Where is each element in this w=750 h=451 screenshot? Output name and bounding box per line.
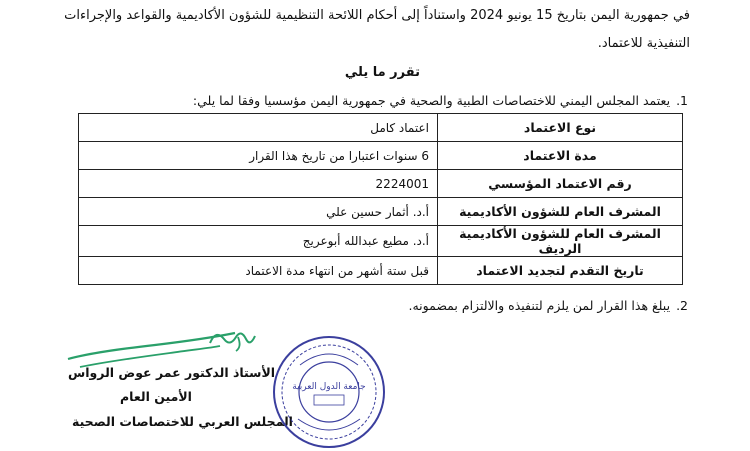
row-value: أ.د. مطيع عبدالله أبوعريج (79, 226, 438, 257)
row-label: المشرف العام للشؤون الأكاديمية الرديف (438, 226, 683, 257)
row-label: تاريخ التقدم لتجديد الاعتماد (438, 257, 683, 285)
item-text: يبلغ هذا القرار لمن يلزم لتنفيذه والالتزام بمضمونه. (408, 298, 671, 313)
signatory-organization: المجلس العربي للاختصاصات الصحية (72, 414, 293, 429)
signatory-title: الأمين العام (120, 389, 192, 404)
row-label: مدة الاعتماد (438, 142, 683, 170)
row-value: أ.د. أثمار حسين علي (79, 198, 438, 226)
official-stamp (270, 333, 388, 451)
intro-line-1: في جمهورية اليمن بتاريخ 15 يونيو 2024 واستناداً إلى أحكام اللائحة التنظيمية للشؤون الأكاديمية والقواعد والإجراءات (64, 8, 690, 23)
row-label: رقم الاعتماد المؤسسي (438, 170, 683, 198)
accreditation-table (78, 113, 683, 285)
table-row (79, 226, 683, 257)
decision-item-1 (193, 92, 688, 110)
stamp-text: جامعة الدول العربية (292, 382, 366, 392)
item-text: يعتمد المجلس اليمني للاختصاصات الطبية والصحية في جمهورية اليمن مؤسسيا وفقا لما يلي: (192, 93, 671, 108)
row-value: 6 سنوات اعتبارا من تاريخ هذا القرار (79, 142, 438, 170)
table-row (79, 170, 683, 198)
table-row (79, 198, 683, 226)
row-value: قبل ستة أشهر من انتهاء مدة الاعتماد (79, 257, 438, 285)
decision-heading: تقرر ما يلي (344, 65, 420, 80)
signature-block (0, 315, 750, 430)
decision-item-2 (408, 297, 688, 315)
row-label: المشرف العام للشؤون الأكاديمية (438, 198, 683, 226)
intro-line-2: التنفيذية للاعتماد. (597, 36, 690, 51)
row-value: اعتماد كامل (79, 114, 438, 142)
table-row (79, 114, 683, 142)
table-row (79, 257, 683, 285)
item-number: 1. (676, 93, 688, 108)
item-number: 2. (676, 298, 688, 313)
signatory-name: الأستاذ الدكتور عمر عوض الرواس (68, 365, 276, 380)
row-label: نوع الاعتماد (438, 114, 683, 142)
row-value: 2224001 (79, 170, 438, 198)
table-row (79, 142, 683, 170)
